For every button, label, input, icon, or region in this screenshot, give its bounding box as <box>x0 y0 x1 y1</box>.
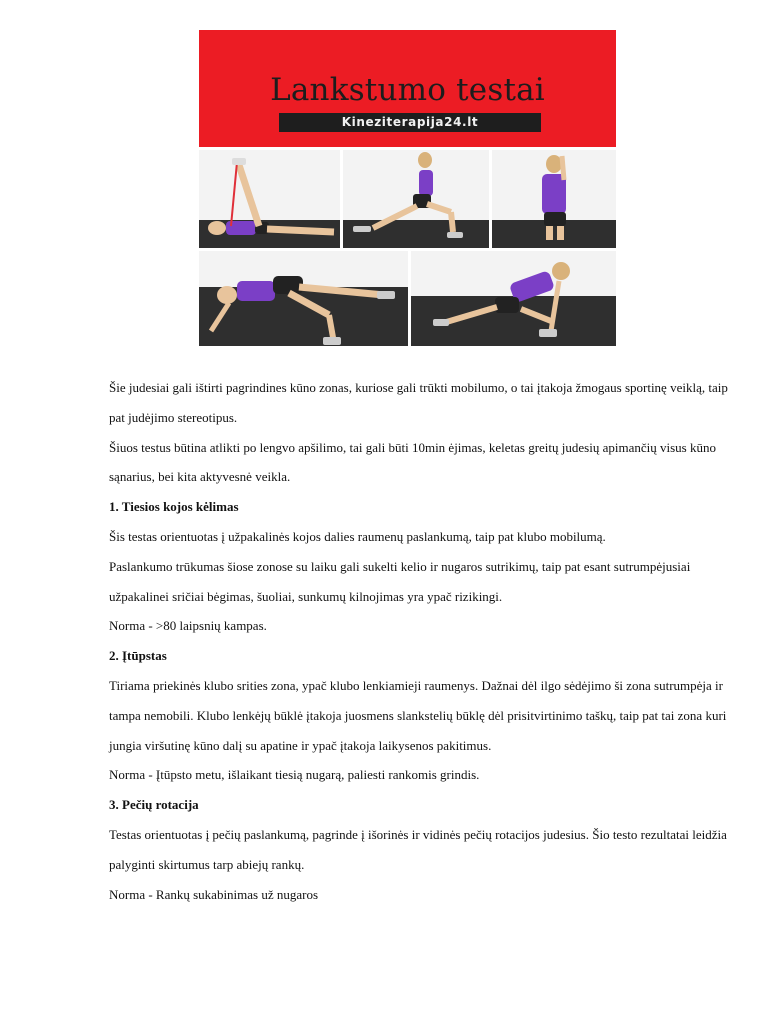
section-1-norm: Norma - >80 laipsnių kampas. <box>109 618 267 634</box>
section-heading-1: 1. Tiesios kojos kėlimas <box>109 499 239 515</box>
section-heading-2: 2. Įtūpstas <box>109 648 167 664</box>
section-2-paragraph-1: Tiriama priekinės klubo srities zona, ypač klubo lenkiamieji raumenys. Dažnai dėl ilgo sėdėjimo ši zona sutrumpėja ir tampa nemobili. Klubo lenkėjų būklė įtakoja juosmens slankstelių būklę dėl prisitvirtinimo taškų, taip pat tai zona kuri jungia viršutinę kūno dalį su apatine ir ypač įtakoja laikysenos pakitimus. <box>109 677 727 753</box>
section-3-norm: Norma - Rankų sukabinimas už nugaros <box>109 886 319 902</box>
photo-straight-leg-raise <box>199 150 340 248</box>
section-heading-3: 3. Pečių rotacija <box>109 797 199 813</box>
banner-title: Lankstumo testai <box>270 72 545 108</box>
section-2-norm: Norma - Įtūpsto metu, išlaikant tiesią nugarą, paliesti rankomis grindis. <box>109 767 480 783</box>
photo-lunge <box>343 150 489 248</box>
intro-paragraph-1: Šie judesiai gali ištirti pagrindines kūno zonas, kuriose gali trūkti mobilumo, o tai įtakoja žmogaus sportinę veiklą, taip pat judėjimo stereotipus. <box>109 380 728 425</box>
photo-deep-lunge-reach <box>411 251 616 346</box>
section-3-paragraph-1: Testas orientuotas į pečių paslankumą, pagrinde į išorinės ir vidinės pečių rotacijos judesius. Šio testo rezultatai leidžia palyginti skirtumus tarp abiejų rankų. <box>109 826 727 872</box>
banner-header <box>199 30 616 147</box>
photo-hip-rotation <box>199 251 408 346</box>
article-body <box>109 373 729 909</box>
photo-shoulder-rotation <box>492 150 616 248</box>
hero-image <box>199 30 616 346</box>
section-1-paragraph-2: Paslankumo trūkumas šiose zonose su laiku gali sukelti kelio ir nugaros sutrikimų, taip pat esant sutrumpėjusiai užpakalinei sričiai bėgimas, šuoliai, sunkumų kilnojimas yra ypač rizikingi. <box>109 558 691 604</box>
section-1-paragraph-1: Šis testas orientuotas į užpakalinės kojos dalies raumenų paslankumą, taip pat klubo mobilumą. <box>109 528 606 544</box>
intro-paragraph-2: Šiuos testus būtina atlikti po lengvo apšilimo, tai gali būti 10min ėjimas, keletas greitų judesių apimančių visus kūno sąnarius, bei kita aktyvesnė veikla. <box>109 439 716 485</box>
banner-site-label: Kineziterapija24.lt <box>279 113 541 132</box>
